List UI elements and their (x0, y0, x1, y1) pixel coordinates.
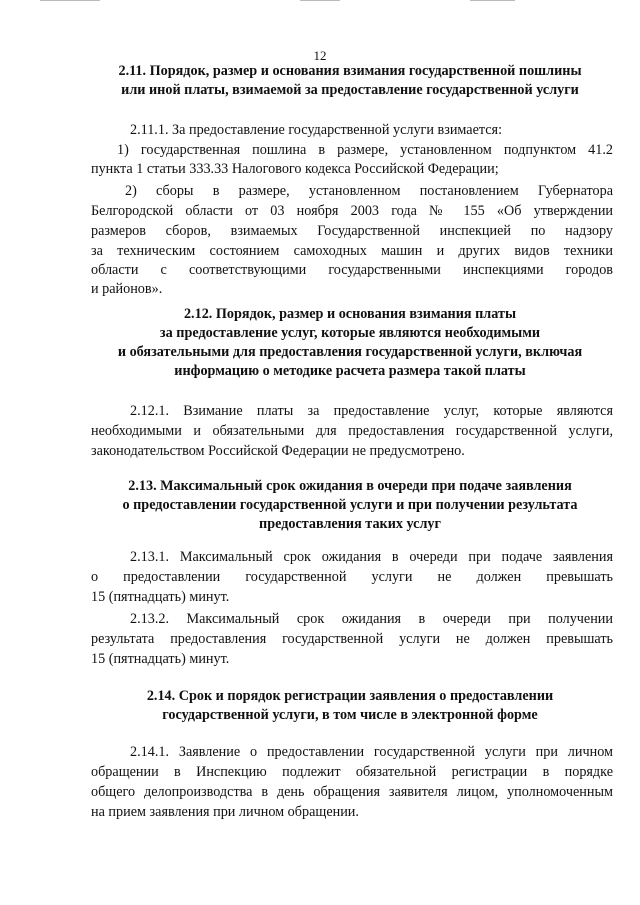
heading-line: 2.12. Порядок, размер и основания взимания платы (183, 306, 517, 322)
paragraph-line: 2.14.1. Заявление о предоставлении государственной услуги при личном (130, 744, 613, 760)
heading-line: о предоставлении государственной услуги и при получении результата (122, 497, 578, 513)
paragraph-line: законодательством Российской Федерации не предусмотрено. (91, 443, 465, 459)
paragraph-line: общего делопроизводства в день обращения заявителя лицом, уполномоченным (91, 784, 613, 800)
heading-line: 2.11. Порядок, размер и основания взимания государственной пошлины (118, 63, 582, 79)
paragraph-line: и районов». (91, 281, 163, 297)
paragraph-line: 2) сборы в размере, установленном постановлением Губернатора (125, 183, 613, 199)
scan-edge-mark (300, 0, 340, 1)
paragraph-line: 1) государственная пошлина в размере, установленном подпунктом 41.2 (117, 142, 613, 158)
section-heading (90, 62, 610, 100)
paragraph-line: 2.11.1. За предоставление государственной услуги взимается: (130, 122, 503, 138)
paragraph-line: обращении в Инспекцию подлежит обязательной регистрации в порядке (91, 764, 613, 780)
paragraph-line: необходимыми и обязательными для предоставления государственной услуги, (91, 423, 613, 439)
paragraph-line: 2.13.1. Максимальный срок ожидания в очереди при подаче заявления (130, 549, 613, 565)
paragraph-line: 15 (пятнадцать) минут. (91, 589, 230, 605)
section-heading (90, 477, 610, 534)
heading-line: или иной платы, взимаемой за предоставление государственной услуги (121, 82, 579, 98)
paragraph-line: 2.12.1. Взимание платы за предоставление услуг, которые являются (130, 403, 613, 419)
paragraph-line: о предоставлении государственной услуги не должен превышать (91, 569, 613, 585)
page-number: 12 (313, 48, 327, 63)
heading-line: предоставления таких услуг (259, 516, 441, 532)
paragraph-line: за техническим состоянием самоходных машин и других видов техники (91, 243, 613, 259)
paragraph-line: 2.13.2. Максимальный срок ожидания в очереди при получении (130, 611, 613, 627)
section-heading (90, 305, 610, 381)
paragraph-line: 15 (пятнадцать) минут. (91, 651, 230, 667)
paragraph-line: Белгородской области от 03 ноября 2003 года № 155 «Об утверждении (91, 203, 613, 219)
scan-edge-mark (40, 0, 100, 1)
scan-edge-mark (470, 0, 515, 1)
heading-line: 2.13. Максимальный срок ожидания в очереди при подаче заявления (128, 478, 572, 494)
paragraph-line: пункта 1 статьи 333.33 Налогового кодекса Российской Федерации; (91, 161, 499, 177)
heading-line: 2.14. Срок и порядок регистрации заявления о предоставлении (146, 688, 554, 704)
paragraph-line: результата предоставления государственной услуги не должен превышать (91, 631, 613, 647)
heading-line: государственной услуги, в том числе в электронной форме (162, 707, 538, 723)
paragraph-line: области с соответствующими государственными инспекциями городов (91, 262, 613, 278)
heading-line: за предоставление услуг, которые являются необходимыми (159, 325, 541, 341)
heading-line: информацию о методике расчета размера такой платы (174, 363, 526, 379)
paragraph-line: размеров сборов, взимаемых Государственной инспекцией по надзору (91, 223, 613, 239)
paragraph-line: на прием заявления при личном обращении. (91, 804, 359, 820)
heading-line: и обязательными для предоставления государственной услуги, включая (117, 344, 583, 360)
section-heading (90, 687, 610, 725)
